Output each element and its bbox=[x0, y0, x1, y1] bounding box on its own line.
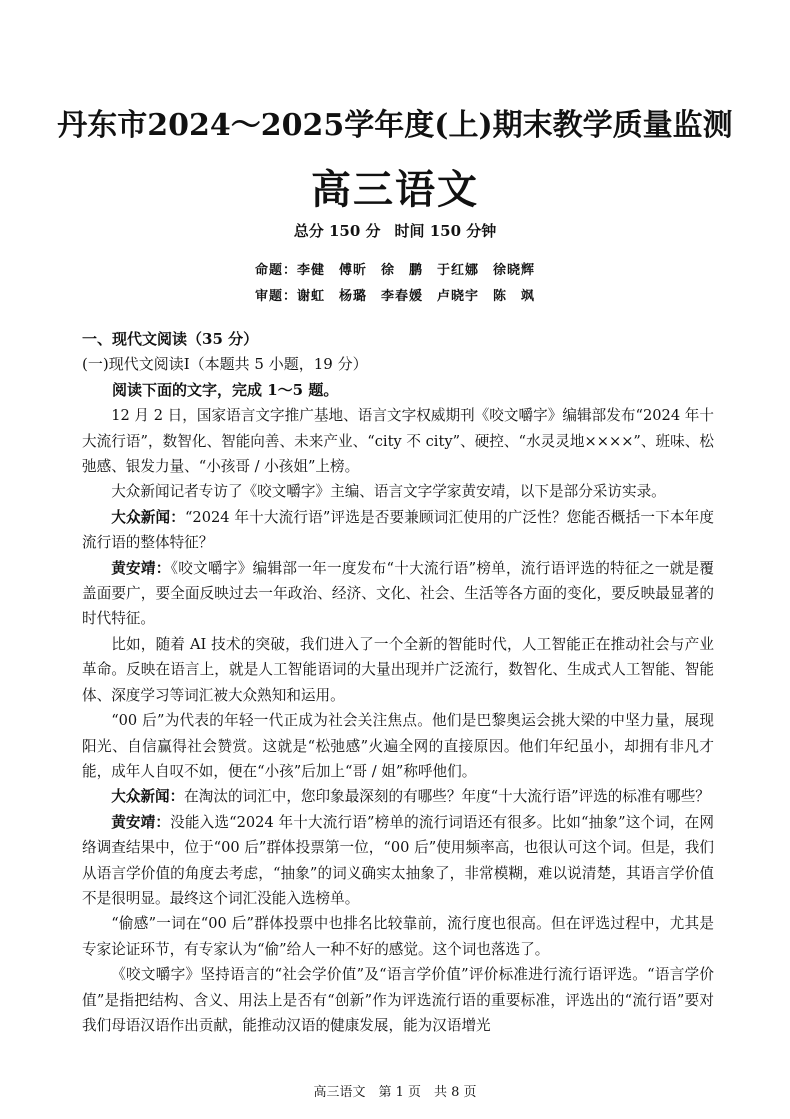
passage-paragraph: “00 后”为代表的年轻一代正成为社会关注焦点。他们是巴黎奥运会挑大梁的中坚力量，展现阳光、自信赢得社会赞赏。这就是“松弛感”火遍全网的直接原因。他们年纪虽小，却拥有非凡才能，成年人自叹不如，便在“小孩”后加上“哥 / 姐”称呼他们。 bbox=[82, 712, 714, 780]
passage-paragraph: “偷感”一词在“00 后”群体投票中也排名比较靠前，流行度也很高。但在评选过程中，尤其是专家论证环节，有专家认为“偷”给人一种不好的感觉。这个词也落选了。 bbox=[82, 915, 714, 958]
interview-answer bbox=[82, 810, 714, 912]
speaker-label: 大众新闻： bbox=[111, 508, 185, 526]
reviewers-line: 审题：谢虹 杨璐 李春媛 卢晓宇 陈 飒 bbox=[254, 289, 535, 304]
passage-paragraph: 《咬文嚼字》坚持语言的“社会学价值”及“语言学价值”评价标准进行流行语评选。“语言学价值”是指把结构、含义、用法上是否有“创新”作为评选流行语的重要标准，评选出的“流行语”要对我们母语汉语作出贡献，能推动汉语的健康发展，能为汉语增光 bbox=[82, 966, 714, 1034]
interview-answer bbox=[82, 556, 714, 632]
exam-body bbox=[82, 327, 714, 1038]
time-limit: 时间 150 分钟 bbox=[394, 222, 497, 240]
reading-instruction: 阅读下面的文字，完成 1～5 题。 bbox=[112, 380, 339, 399]
score-time-line bbox=[0, 220, 790, 241]
total-score: 总分 150 分 bbox=[293, 222, 381, 240]
interview-question bbox=[82, 784, 714, 809]
answer-text: 《咬文嚼字》编辑部一年一度发布“十大流行语”榜单，流行语评选的特征之一就是覆盖面要广，要全面反映过去一年政治、经济、文化、社会、生活等各方面的变化，要反映最显著的时代特征。 bbox=[82, 559, 714, 628]
authors-line: 命题：李健 傅昕 徐 鹏 于红娜 徐晓辉 bbox=[254, 263, 535, 278]
exam-title: 丹东市2024～2025学年度(上)期末教学质量监测 bbox=[57, 108, 733, 143]
page-footer: 高三语文 第 1 页 共 8 页 bbox=[313, 1085, 477, 1100]
section-heading: 一、现代文阅读（35 分） bbox=[82, 330, 259, 348]
answer-text: 没能入选“2024 年十大流行语”榜单的流行词语还有很多。比如“抽象”这个词，在网络调查结果中，位于“00 后”群体投票第一位，“00 后”使用频率高，也很认可这个词。但是，我们从语言学价值的角度去考虑，“抽象”的词义确实太抽象了，非常模糊，难以说清楚，其语言学价值不是很明显。最终这个词汇没能入选榜单。 bbox=[82, 813, 714, 907]
speaker-label: 黄安靖： bbox=[111, 813, 171, 831]
subject-title: 高三语文 bbox=[311, 166, 479, 213]
sub-section-heading: (一)现代文阅读Ⅰ（本题共 5 小题，19 分） bbox=[82, 355, 368, 374]
passage-paragraph: 大众新闻记者专访了《咬文嚼字》主编、语言文字学家黄安靖，以下是部分采访实录。 bbox=[111, 483, 666, 501]
interview-question bbox=[82, 505, 714, 556]
passage-paragraph: 12 月 2 日，国家语言文字推广基地、语言文字权威期刊《咬文嚼字》编辑部发布“2024 年十大流行语”，数智化、智能向善、未来产业、“city 不 city”、硬控、“水灵灵地××××”、班味、松弛感、银发力量、“小孩哥 / 小孩姐”上榜。 bbox=[82, 407, 714, 476]
passage-paragraph: 比如，随着 AI 技术的突破，我们进入了一个全新的智能时代，人工智能正在推动社会与产业革命。反映在语言上，就是人工智能语词的大量出现并广泛流行，数智化、生成式人工智能、智能体、深度学习等词汇被大众熟知和运用。 bbox=[82, 635, 714, 704]
speaker-label: 大众新闻： bbox=[111, 788, 185, 806]
question-text: “2024 年十大流行语”评选是否要兼顾词汇使用的广泛性？您能否概括一下本年度流行语的整体特征？ bbox=[82, 508, 714, 552]
speaker-label: 黄安靖： bbox=[111, 559, 171, 577]
question-text: 在淘汰的词汇中，您印象最深刻的有哪些？年度“十大流行语”评选的标准有哪些？ bbox=[184, 788, 710, 806]
